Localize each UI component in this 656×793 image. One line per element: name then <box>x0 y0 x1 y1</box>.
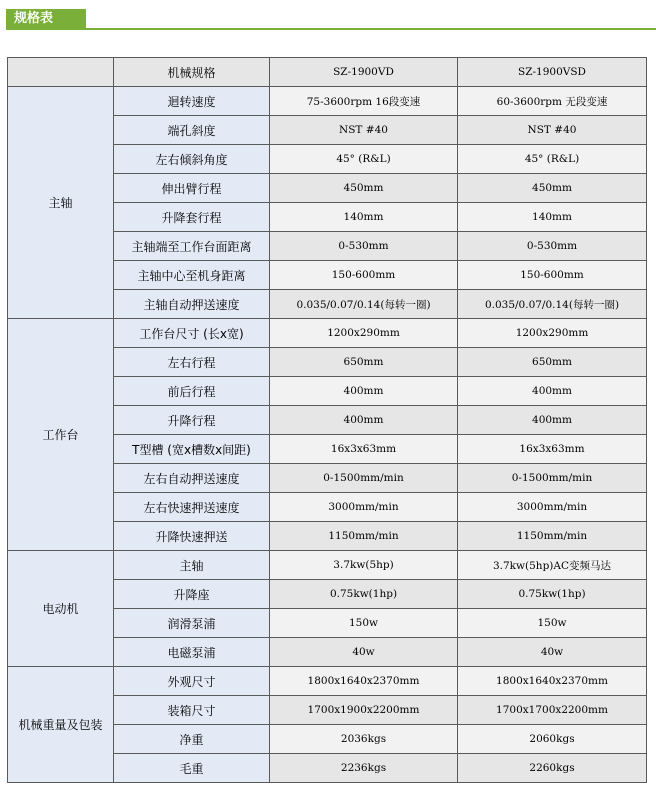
model1-value-cell: 75-3600rpm 16段变速 <box>270 87 458 116</box>
spec-item-cell: 装箱尺寸 <box>114 696 270 725</box>
header-model1-cell: SZ-1900VD <box>270 58 458 87</box>
model1-value-cell: 1200x290mm <box>270 319 458 348</box>
model1-value-cell: 150-600mm <box>270 261 458 290</box>
spec-item-cell: 左右自动押送速度 <box>114 464 270 493</box>
model2-value-cell: NST #40 <box>458 116 647 145</box>
model1-value-cell: 1150mm/min <box>270 522 458 551</box>
model1-value-cell: 2236kgs <box>270 754 458 783</box>
spec-table-body <box>8 58 647 783</box>
table-row <box>8 87 647 116</box>
spec-item-cell: 毛重 <box>114 754 270 783</box>
table-row <box>8 551 647 580</box>
group-label-cell: 机械重量及包装 <box>8 667 114 783</box>
group-label-cell: 主轴 <box>8 87 114 319</box>
model1-value-cell: 2036kgs <box>270 725 458 754</box>
model2-value-cell: 1700x1700x2200mm <box>458 696 647 725</box>
header-model2-cell: SZ-1900VSD <box>458 58 647 87</box>
model1-value-cell: 40w <box>270 638 458 667</box>
model1-value-cell: 140mm <box>270 203 458 232</box>
model2-value-cell: 400mm <box>458 406 647 435</box>
spec-item-cell: 端孔斜度 <box>114 116 270 145</box>
model2-value-cell: 450mm <box>458 174 647 203</box>
model1-value-cell: 16x3x63mm <box>270 435 458 464</box>
model1-value-cell: 0.75kw(1hp) <box>270 580 458 609</box>
model1-value-cell: 650mm <box>270 348 458 377</box>
model2-value-cell: 140mm <box>458 203 647 232</box>
model2-value-cell: 3.7kw(5hp)AC变频马达 <box>458 551 647 580</box>
model2-value-cell: 1800x1640x2370mm <box>458 667 647 696</box>
model1-value-cell: 400mm <box>270 377 458 406</box>
model2-value-cell: 60-3600rpm 无段变速 <box>458 87 647 116</box>
spec-item-cell: 主轴 <box>114 551 270 580</box>
header-divider <box>6 28 656 30</box>
model2-value-cell: 2060kgs <box>458 725 647 754</box>
model2-value-cell: 650mm <box>458 348 647 377</box>
spec-item-cell: 升降座 <box>114 580 270 609</box>
model1-value-cell: NST #40 <box>270 116 458 145</box>
spec-item-cell: 左右行程 <box>114 348 270 377</box>
spec-item-cell: 迴转速度 <box>114 87 270 116</box>
spec-item-cell: 工作台尺寸 (长x宽) <box>114 319 270 348</box>
model2-value-cell: 400mm <box>458 377 647 406</box>
spec-item-cell: 主轴端至工作台面距离 <box>114 232 270 261</box>
group-label-cell: 工作台 <box>8 319 114 551</box>
spec-item-cell: 前后行程 <box>114 377 270 406</box>
spec-item-cell: 升降行程 <box>114 406 270 435</box>
header-item-cell: 机械规格 <box>114 58 270 87</box>
model2-value-cell: 0.75kw(1hp) <box>458 580 647 609</box>
spec-item-cell: 升降套行程 <box>114 203 270 232</box>
model2-value-cell: 1150mm/min <box>458 522 647 551</box>
model2-value-cell: 45° (R&L) <box>458 145 647 174</box>
model1-value-cell: 450mm <box>270 174 458 203</box>
spec-table <box>7 57 647 783</box>
spec-item-cell: 主轴自动押送速度 <box>114 290 270 319</box>
spec-item-cell: 电磁泵浦 <box>114 638 270 667</box>
model2-value-cell: 0.035/0.07/0.14(每转一圈) <box>458 290 647 319</box>
section-header <box>0 9 656 31</box>
model1-value-cell: 0.035/0.07/0.14(每转一圈) <box>270 290 458 319</box>
table-header-row <box>8 58 647 87</box>
spec-item-cell: 左右倾斜角度 <box>114 145 270 174</box>
model1-value-cell: 0-1500mm/min <box>270 464 458 493</box>
table-row <box>8 319 647 348</box>
spec-item-cell: 左右快速押送速度 <box>114 493 270 522</box>
model2-value-cell: 0-1500mm/min <box>458 464 647 493</box>
spec-item-cell: 外观尺寸 <box>114 667 270 696</box>
spec-item-cell: T型槽 (宽x槽数x间距) <box>114 435 270 464</box>
model1-value-cell: 3000mm/min <box>270 493 458 522</box>
model2-value-cell: 1200x290mm <box>458 319 647 348</box>
spec-item-cell: 伸出臂行程 <box>114 174 270 203</box>
model1-value-cell: 400mm <box>270 406 458 435</box>
model2-value-cell: 40w <box>458 638 647 667</box>
model2-value-cell: 0-530mm <box>458 232 647 261</box>
model2-value-cell: 150w <box>458 609 647 638</box>
model1-value-cell: 3.7kw(5hp) <box>270 551 458 580</box>
model1-value-cell: 150w <box>270 609 458 638</box>
spec-item-cell: 净重 <box>114 725 270 754</box>
model1-value-cell: 1700x1900x2200mm <box>270 696 458 725</box>
header-corner-cell <box>8 58 114 87</box>
model2-value-cell: 2260kgs <box>458 754 647 783</box>
section-tab-title: 规格表 <box>6 9 86 29</box>
spec-item-cell: 升降快速押送 <box>114 522 270 551</box>
model1-value-cell: 45° (R&L) <box>270 145 458 174</box>
model2-value-cell: 16x3x63mm <box>458 435 647 464</box>
model2-value-cell: 3000mm/min <box>458 493 647 522</box>
model1-value-cell: 0-530mm <box>270 232 458 261</box>
spec-item-cell: 主轴中心至机身距离 <box>114 261 270 290</box>
model1-value-cell: 1800x1640x2370mm <box>270 667 458 696</box>
spec-item-cell: 润滑泵浦 <box>114 609 270 638</box>
table-row <box>8 667 647 696</box>
model2-value-cell: 150-600mm <box>458 261 647 290</box>
group-label-cell: 电动机 <box>8 551 114 667</box>
